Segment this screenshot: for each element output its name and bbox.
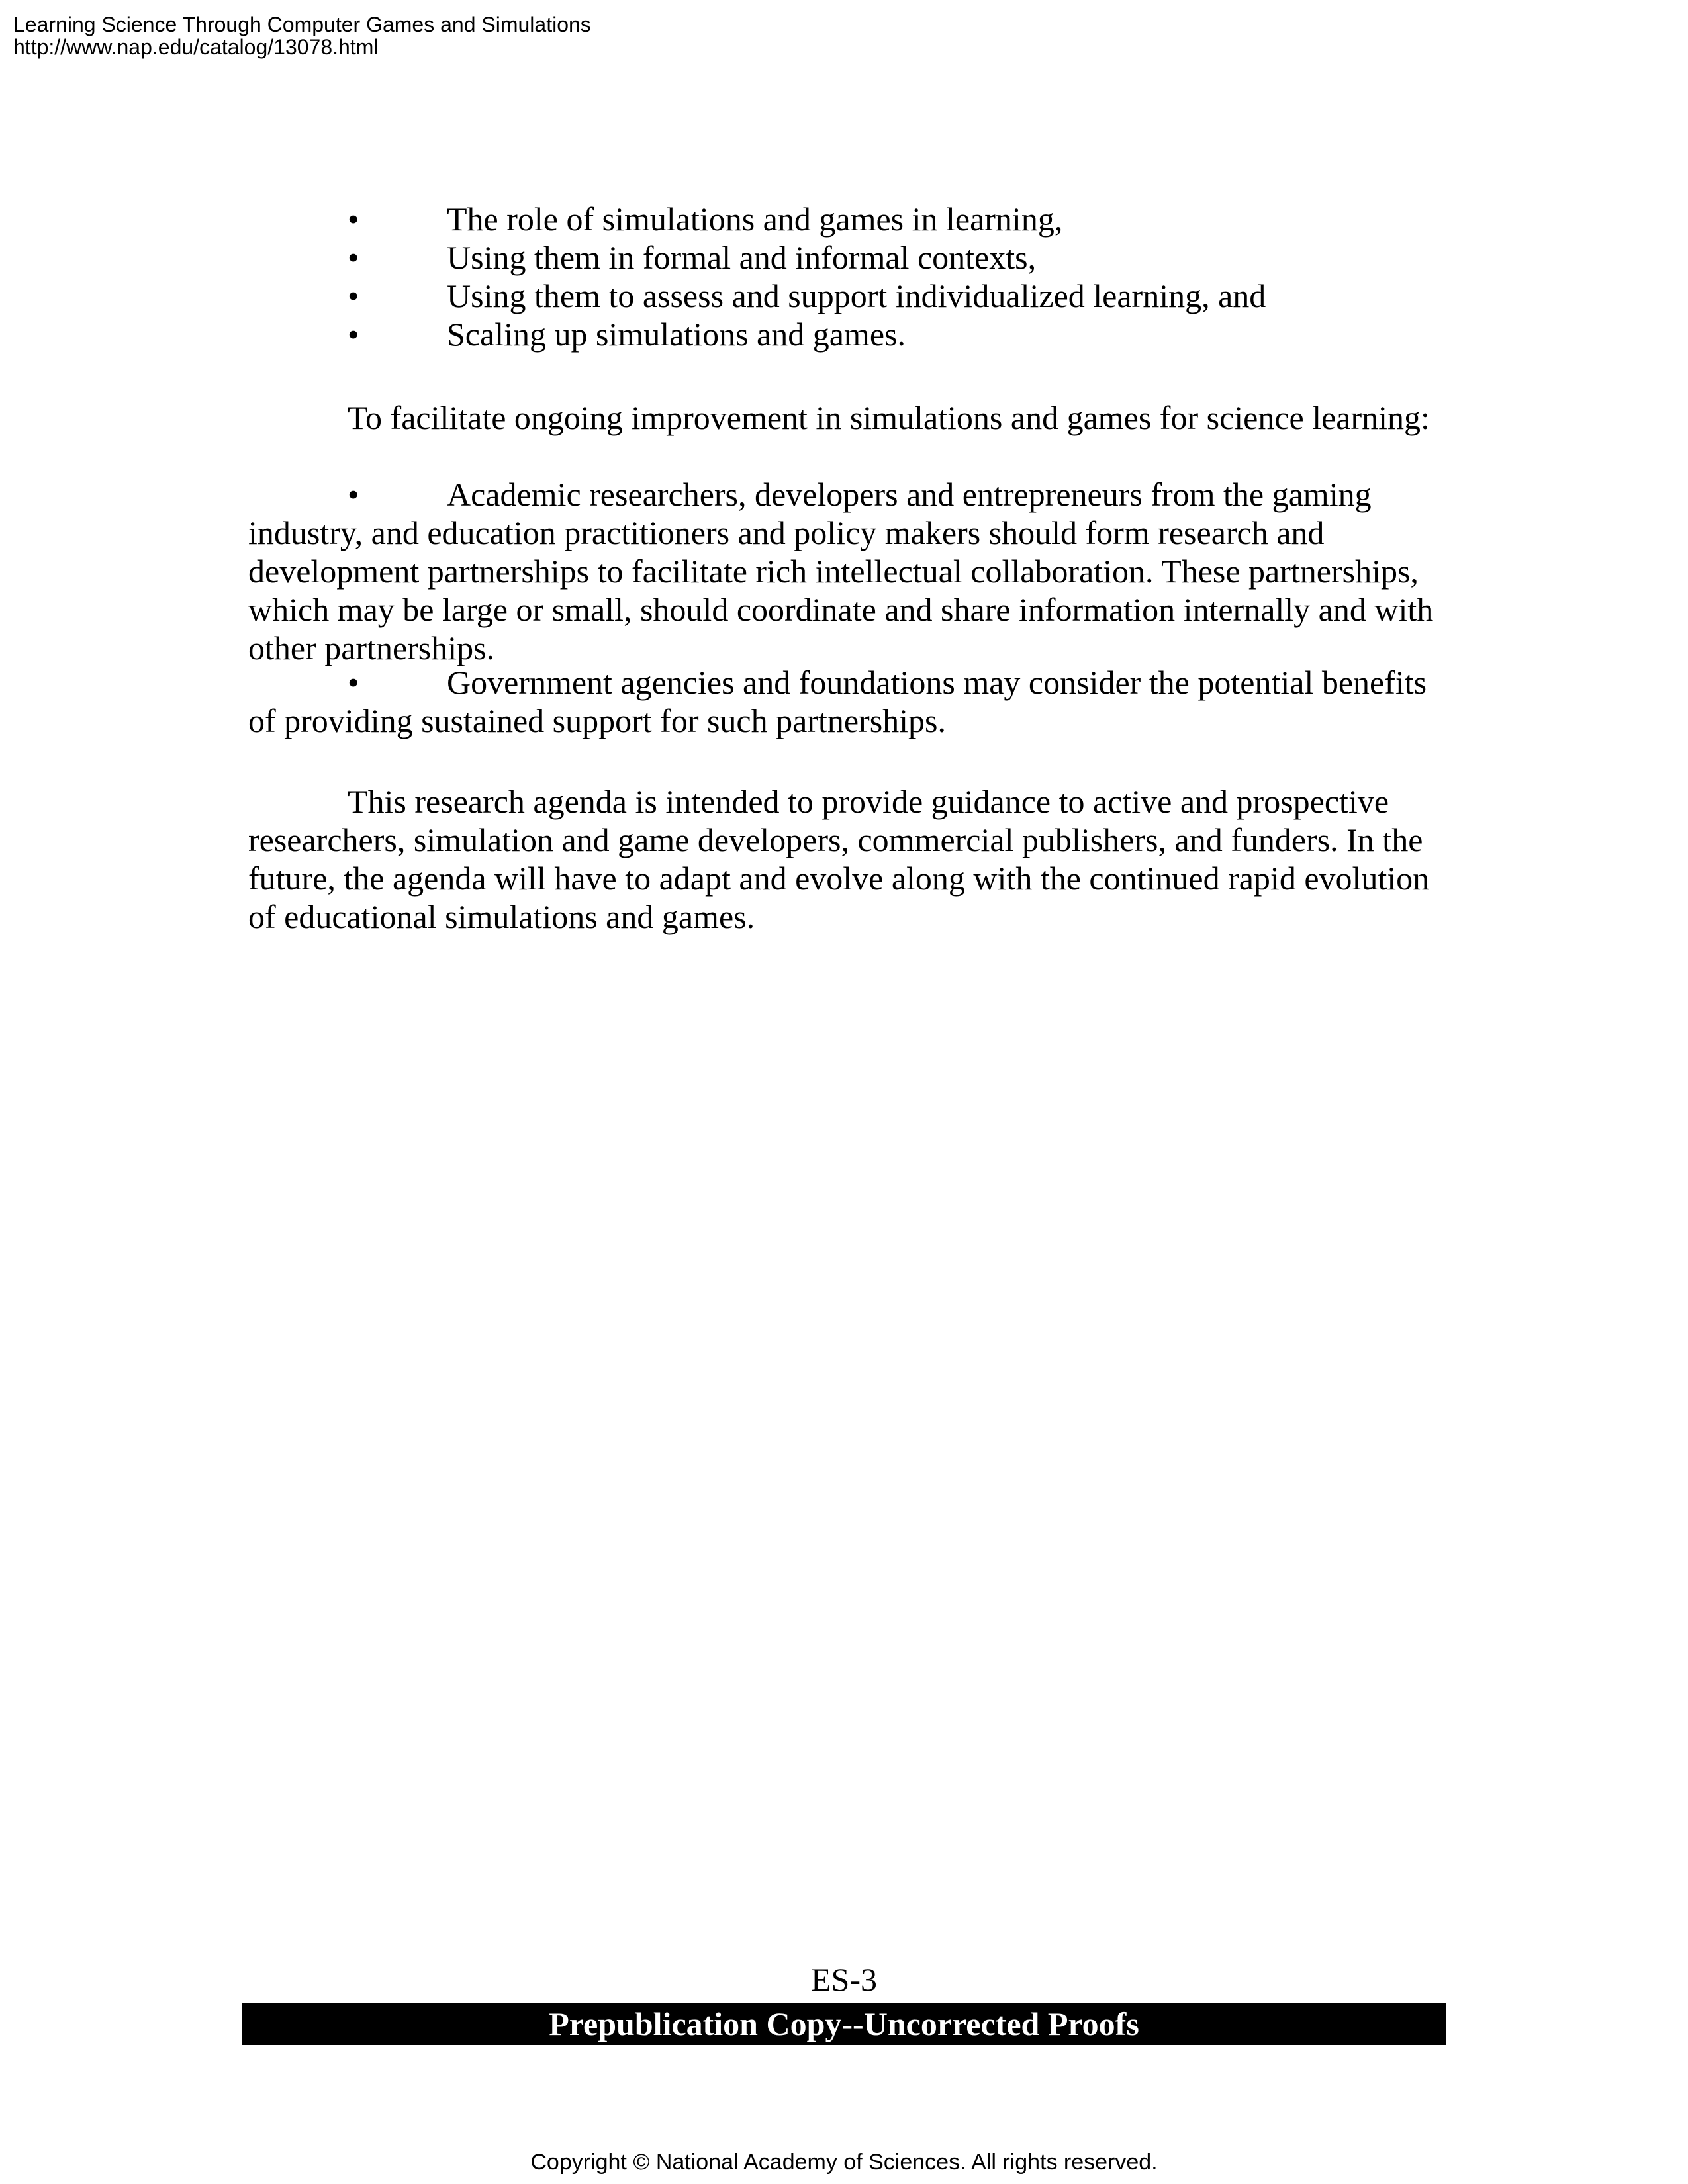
list-item — [348, 238, 1473, 277]
bullet-icon: • — [348, 664, 359, 701]
list-item-text: Using them in formal and informal contexts, — [447, 239, 1037, 276]
intro-paragraph: To facilitate ongoing improvement in simulations and games for science learning: — [348, 399, 1430, 436]
closing-paragraph — [248, 782, 1440, 936]
bullet-icon: • — [348, 316, 359, 353]
bullet-icon: • — [348, 277, 359, 314]
recommendation-1 — [248, 475, 1440, 667]
topic-bullet-list — [348, 200, 1473, 353]
paragraph-line: industry, and education practitioners and policy makers should form research and — [248, 514, 1325, 551]
paragraph-line: development partnerships to facilitate rich intellectual collaboration. These partnerships, — [248, 553, 1419, 590]
header-url[interactable]: http://www.nap.edu/catalog/13078.html — [13, 35, 379, 59]
paragraph-line: which may be large or small, should coordinate and share information internally and with — [248, 591, 1434, 628]
list-item-text: Scaling up simulations and games. — [447, 316, 906, 353]
paragraph-line: future, the agenda will have to adapt and evolve along with the continued rapid evolution — [248, 860, 1430, 897]
bullet-icon: • — [348, 476, 359, 513]
list-item — [348, 277, 1473, 315]
prepublication-banner: Prepublication Copy--Uncorrected Proofs — [242, 2003, 1446, 2045]
page-number: ES-3 — [811, 1961, 877, 1998]
paragraph-line: of educational simulations and games. — [248, 898, 755, 935]
paragraph-line: of providing sustained support for such partnerships. — [248, 702, 947, 739]
paragraph-line: Academic researchers, developers and entrepreneurs from the gaming — [447, 476, 1372, 513]
paragraph-line: Government agencies and foundations may consider the potential benefits — [447, 664, 1427, 701]
paragraph-line: other partnerships. — [248, 629, 495, 666]
list-item — [348, 315, 1473, 353]
bullet-icon: • — [348, 239, 359, 276]
recommendation-2 — [248, 663, 1440, 740]
bullet-icon: • — [348, 201, 359, 238]
paragraph-line: researchers, simulation and game developers, commercial publishers, and funders. In the — [248, 821, 1423, 858]
header-title: Learning Science Through Computer Games and Simulations — [13, 13, 591, 36]
list-item — [348, 200, 1473, 238]
list-item-text: The role of simulations and games in learning, — [447, 201, 1063, 238]
page-header — [13, 13, 591, 58]
paragraph-line: This research agenda is intended to provide guidance to active and prospective — [348, 783, 1389, 820]
list-item-text: Using them to assess and support individualized learning, and — [447, 277, 1266, 314]
copyright-notice: Copyright © National Academy of Sciences. All rights reserved. — [530, 2150, 1158, 2175]
